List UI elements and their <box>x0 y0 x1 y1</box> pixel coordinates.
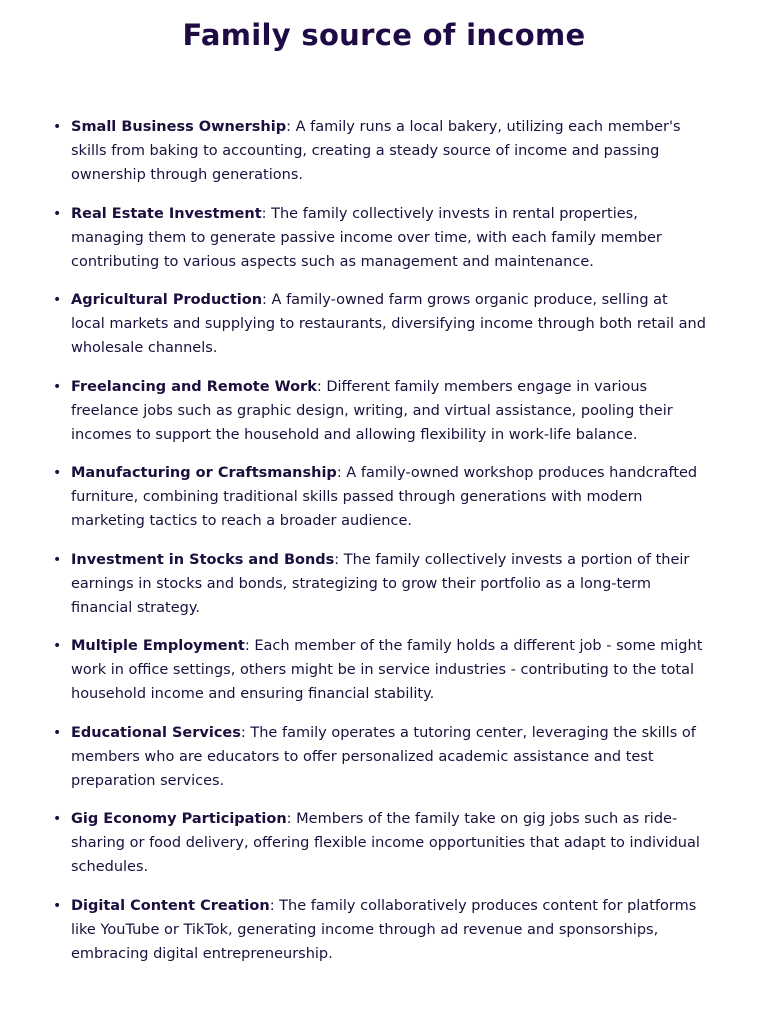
item-term: Educational Services <box>71 724 241 741</box>
item-description: : The family collectively invests a portion of their earnings in stocks and bonds, strategizing to grow their portfolio as a long-term financial strategy. <box>71 551 690 616</box>
bullet-icon: • <box>53 811 62 827</box>
item-description: : The family operates a tutoring center, leveraging the skills of members who are educators to offer personalized academic assistance and test preparation services. <box>71 724 696 789</box>
list-item <box>0 634 768 706</box>
item-term: Small Business Ownership <box>71 119 287 135</box>
item-description: : The family collaboratively produces content for platforms like YouTube or TikTok, generating income through ad revenue and sponsorships, embracing digital entrepreneurship. <box>71 897 697 962</box>
bullet-icon: • <box>53 465 62 481</box>
list-item <box>0 721 768 793</box>
bullet-icon: • <box>53 292 62 308</box>
item-description: : Different family members engage in various freelance jobs such as graphic design, writing, and virtual assistance, pooling their incomes to support the household and allowing flexibility in work-life balance. <box>71 378 673 443</box>
item-description: : Members of the family take on gig jobs such as ride-sharing or food delivery, offering flexible income opportunities that adapt to individual schedules. <box>71 811 700 875</box>
item-description: : A family-owned farm grows organic produce, selling at local markets and supplying to restaurants, diversifying income through both retail and wholesale channels. <box>71 292 706 356</box>
list-item <box>0 894 768 966</box>
item-term: Manufacturing or Craftsmanship <box>71 465 337 481</box>
bullet-icon: • <box>53 638 62 654</box>
item-description: : A family-owned workshop produces handcrafted furniture, combining traditional skills passed through generations with modern marketing tactics to reach a broader audience. <box>71 465 698 529</box>
item-term: Agricultural Production <box>71 292 263 308</box>
bullet-icon: • <box>53 897 62 914</box>
list-item <box>0 202 768 274</box>
list-item <box>0 115 768 187</box>
bullet-icon: • <box>53 378 62 395</box>
list-item <box>0 288 768 360</box>
item-term: Investment in Stocks and Bonds <box>71 551 335 568</box>
item-description: : Each member of the family holds a different job - some might work in office settings, others might be in service industries - contributing to the total household income and ensuring financial stability. <box>71 638 703 702</box>
item-description: : The family collectively invests in rental properties, managing them to generate passive income over time, with each family member contributing to various aspects such as management and maintenance. <box>71 205 662 270</box>
list-item <box>0 375 768 447</box>
bullet-icon: • <box>53 724 62 741</box>
item-term: Real Estate Investment <box>71 205 262 222</box>
list-item <box>0 461 768 533</box>
item-description: : A family runs a local bakery, utilizing each member's skills from baking to accounting, creating a steady source of income and passing ownership through generations. <box>71 119 681 183</box>
item-term: Digital Content Creation <box>71 897 270 914</box>
list-item <box>0 807 768 879</box>
bullet-icon: • <box>53 119 62 135</box>
page-title: Family source of income <box>182 18 586 52</box>
item-term: Multiple Employment <box>71 638 245 654</box>
item-term: Freelancing and Remote Work <box>71 378 317 395</box>
income-source-list <box>0 115 768 980</box>
item-term: Gig Economy Participation <box>71 811 287 827</box>
bullet-icon: • <box>53 205 62 222</box>
list-item <box>0 548 768 620</box>
bullet-icon: • <box>53 551 62 568</box>
